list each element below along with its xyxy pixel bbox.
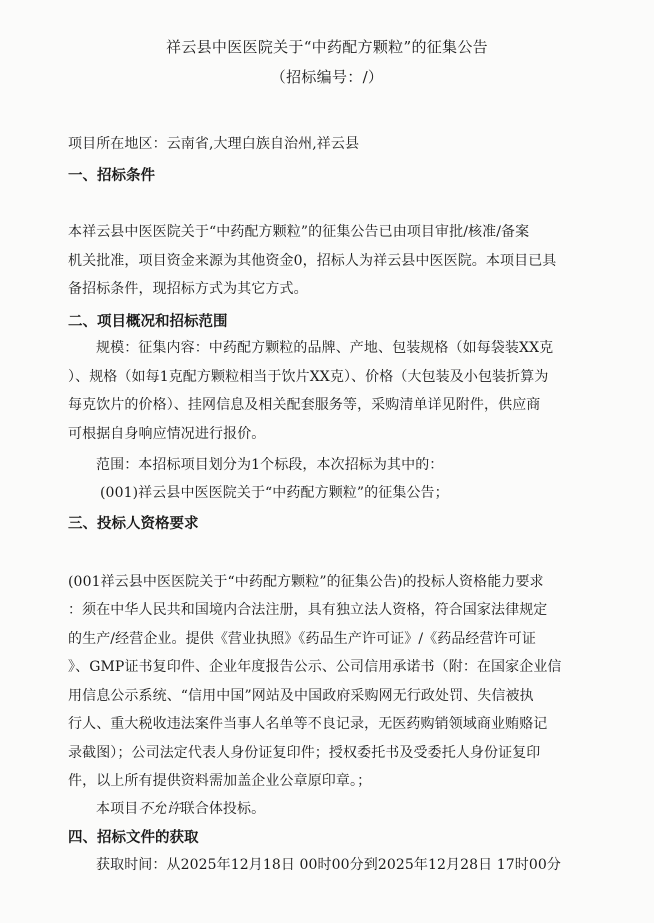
project-location: 项目所在地区：云南省,大理白族自治州,祥云县 — [68, 136, 360, 152]
paragraph-line: ）、规格（如每1克配方颗粒相当于饮片XX克）、价格（大包装及小包装折算为 — [68, 369, 549, 385]
consortium-prefix: 本项目 — [96, 801, 139, 817]
section-heading-document-acquisition: 四、招标文件的获取 — [68, 830, 199, 846]
section-heading-bidder-qualification: 三、投标人资格要求 — [68, 516, 199, 532]
acquisition-time: 获取时间：从2025年12月18日 00时00分到2025年12月28日 17时00分 — [96, 857, 561, 873]
consortium-not-allowed: 不允许 — [138, 801, 181, 817]
paragraph-line: ：须在中华人民共和国境内合法注册，具有独立法人资格，符合国家法律规定 — [68, 602, 548, 618]
paragraph-line: 可根据自身响应情况进行报价。 — [68, 426, 266, 442]
paragraph-line: (001祥云县中医医院关于“中药配方颗粒”的征集公告)的投标人资格能力要求 — [68, 574, 544, 590]
consortium-line — [96, 799, 265, 819]
paragraph-line: 规模：征集内容：中药配方颗粒的品牌、产地、包装规格（如每袋装XX克 — [96, 340, 554, 356]
paragraph-line: 行人、重大税收违法案件当事人名单等不良记录，无医药购销领域商业贿赂记 — [68, 716, 548, 732]
paragraph-line: 的生产/经营企业。提供《营业执照》《药品生产许可证》/《药品经营许可证 — [68, 631, 536, 647]
section-heading-tender-conditions: 一、招标条件 — [68, 168, 155, 184]
paragraph-line: 每克饮片的价格）、挂网信息及相关配套服务等，采购清单详见附件，供应商 — [68, 397, 541, 413]
paragraph-line: 件，以上所有提供资料需加盖企业公章原印章。； — [68, 773, 372, 789]
scope-line: 范围：本招标项目划分为1个标段，本次招标为其中的： — [96, 457, 444, 473]
section-heading-project-overview: 二、项目概况和招标范围 — [68, 314, 228, 330]
consortium-suffix: 联合体投标。 — [180, 801, 266, 817]
paragraph-line: 备招标条件，现招标方式为其它方式。 — [68, 281, 308, 297]
paragraph-line: 》、GMP证书复印件、企业年度报告公示、公司信用承诺书（附：在国家企业信 — [68, 659, 562, 675]
document-title: 祥云县中医医院关于“中药配方颗粒”的征集公告 — [166, 38, 488, 56]
paragraph-line: 本祥云县中医医院关于“中药配方颗粒”的征集公告已由项目审批/核准/备案 — [68, 224, 530, 240]
paragraph-line: 录截图）；公司法定代表人身份证复印件；授权委托书及受委托人身份证复印 — [68, 745, 541, 761]
lot-line: (001)祥云县中医医院关于“中药配方颗粒”的征集公告； — [100, 485, 449, 501]
paragraph-line: 机关批准，项目资金来源为其他资金0，招标人为祥云县中医医院。本项目已具 — [68, 253, 557, 269]
tender-number: （招标编号：/） — [270, 68, 384, 86]
paragraph-line: 用信息公示系统、“信用中国”网站及中国政府采购网无行政处罚、失信被执 — [68, 688, 534, 704]
